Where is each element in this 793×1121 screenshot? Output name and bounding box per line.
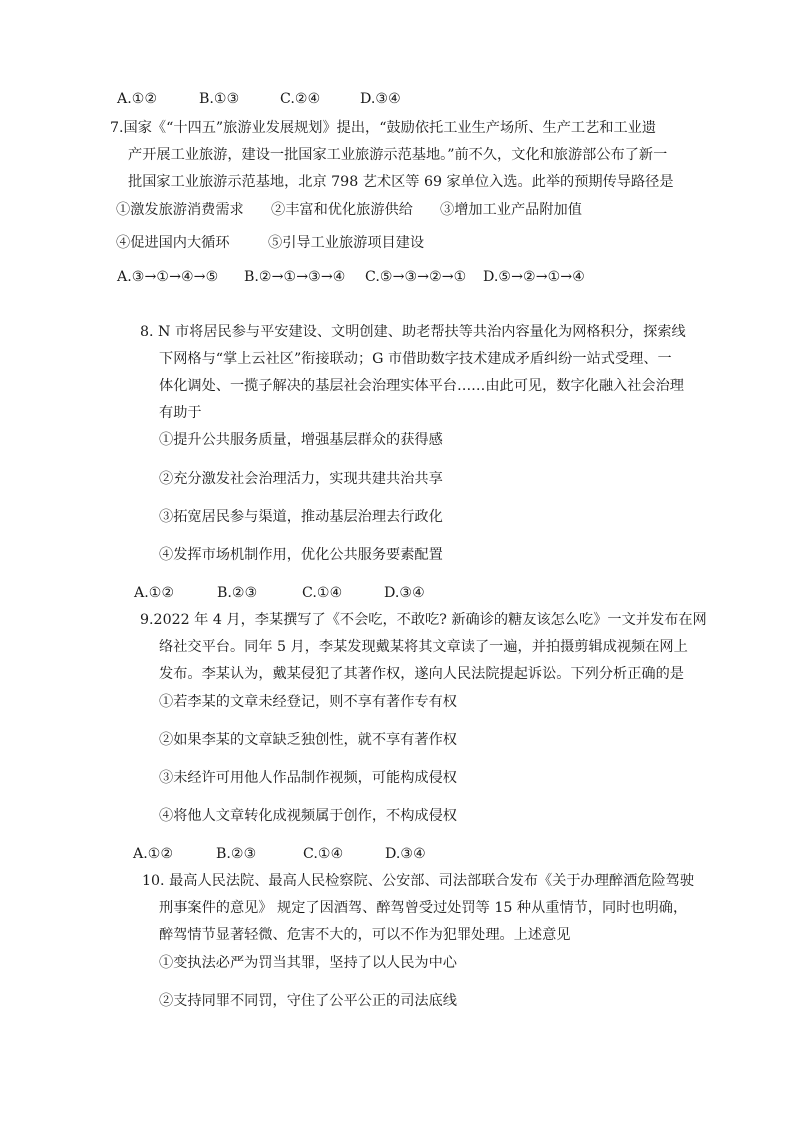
q7-stem-line-2: 产开展工业旅游，建设一批国家工业旅游示范基地。”前不久，文化和旅游部公布了新一 (128, 147, 668, 163)
q6-choice-c[interactable]: C.②④ (280, 91, 321, 107)
q7-stem-line-1: 7.国家《“十四五”旅游业发展规划》提出，“鼓励依托工业生产场所、生产工艺和工业遗 (110, 120, 657, 136)
q9-stem-line-1: 9.2022 年 4 月，李某撰写了《不会吃，不敢吃? 新确诊的糖友该怎么吃》一文并发布在网 (140, 612, 707, 628)
q7-item-5: ⑤引导工业旅游项目建设 (268, 235, 425, 251)
q7-item-4: ④促进国内大循环 (116, 235, 230, 251)
q8-choice-d[interactable]: D.③④ (384, 585, 425, 601)
q8-item-1: ①提升公共服务质量，增强基层群众的获得感 (159, 432, 443, 448)
q8-item-2: ②充分激发社会治理活力，实现共建共治共享 (159, 471, 443, 487)
q7-item-3: ③增加工业产品附加值 (440, 202, 582, 218)
q9-item-3: ③未经许可用他人作品制作视频，可能构成侵权 (159, 770, 457, 786)
q7-choice-c[interactable]: C.⑤→③→②→① (365, 269, 467, 285)
q9-choice-a[interactable]: A.①② (133, 846, 174, 862)
q8-item-4: ④发挥市场机制作用，优化公共服务要素配置 (159, 547, 443, 563)
q10-item-1: ①变执法必严为罚当其罪，坚持了以人民为中心 (159, 955, 457, 971)
q8-item-3: ③拓宽居民参与渠道，推动基层治理去行政化 (159, 509, 443, 525)
q9-item-4: ④将他人文章转化成视频属于创作，不构成侵权 (159, 808, 457, 824)
q8-choice-a[interactable]: A.①② (134, 585, 175, 601)
q8-stem-line-3: 体化调处、一揽子解决的基层社会治理实体平台……由此可见，数字化融入社会治理 (159, 378, 684, 394)
q8-stem-line-2: 下网格与“掌上云社区”衔接联动；G 市借助数字技术建成矛盾纠纷一站式受理、一 (159, 351, 672, 367)
q10-stem-line-1: 10. 最高人民法院、最高人民检察院、公安部、司法部联合发布《关于办理醉酒危险驾驶 (142, 873, 695, 889)
q8-stem-line-1: 8. N 市将居民参与平安建设、文明创建、助老帮扶等共治内容量化为网格积分，探索线 (140, 324, 686, 340)
q8-stem-line-4: 有助于 (159, 405, 202, 421)
q8-choice-b[interactable]: B.②③ (217, 585, 258, 601)
q9-item-1: ①若李某的文章未经登记，则不享有著作专有权 (159, 694, 457, 710)
q7-choice-d[interactable]: D.⑤→②→①→④ (483, 269, 585, 285)
q6-choice-b[interactable]: B.①③ (199, 91, 240, 107)
q8-choice-c[interactable]: C.①④ (302, 585, 343, 601)
q10-item-2: ②支持同罪不同罚，守住了公平公正的司法底线 (159, 993, 457, 1009)
q10-stem-line-2: 刑事案件的意见》 规定了因酒驾、醉驾曾受过处罚等 15 种从重情节，同时也明确， (159, 900, 688, 916)
q9-item-2: ②如果李某的文章缺乏独创性，就不享有著作权 (159, 732, 457, 748)
q9-choice-c[interactable]: C.①④ (303, 846, 344, 862)
q9-stem-line-2: 络社交平台。同年 5 月，李某发现戴某将其文章读了一遍，并拍摄剪辑成视频在网上 (159, 639, 688, 655)
q7-choice-b[interactable]: B.②→①→③→④ (244, 269, 346, 285)
q9-stem-line-3: 发布。李某认为，戴某侵犯了其著作权，遂向人民法院提起诉讼。下列分析正确的是 (159, 666, 684, 682)
q7-stem-line-3: 批国家工业旅游示范基地，北京 798 艺术区等 69 家单位入选。此举的预期传导路径是 (128, 174, 674, 190)
q10-stem-line-3: 醉驾情节显著轻微、危害不大的，可以不作为犯罪处理。上述意见 (159, 927, 571, 943)
q6-choice-a[interactable]: A.①② (117, 91, 158, 107)
q6-choice-d[interactable]: D.③④ (360, 91, 401, 107)
q7-choice-a[interactable]: A.③→①→④→⑤ (117, 269, 219, 285)
q7-item-2: ②丰富和优化旅游供给 (271, 202, 413, 218)
q9-choice-b[interactable]: B.②③ (216, 846, 257, 862)
q7-item-1: ①激发旅游消费需求 (116, 202, 244, 218)
q9-choice-d[interactable]: D.③④ (385, 846, 426, 862)
